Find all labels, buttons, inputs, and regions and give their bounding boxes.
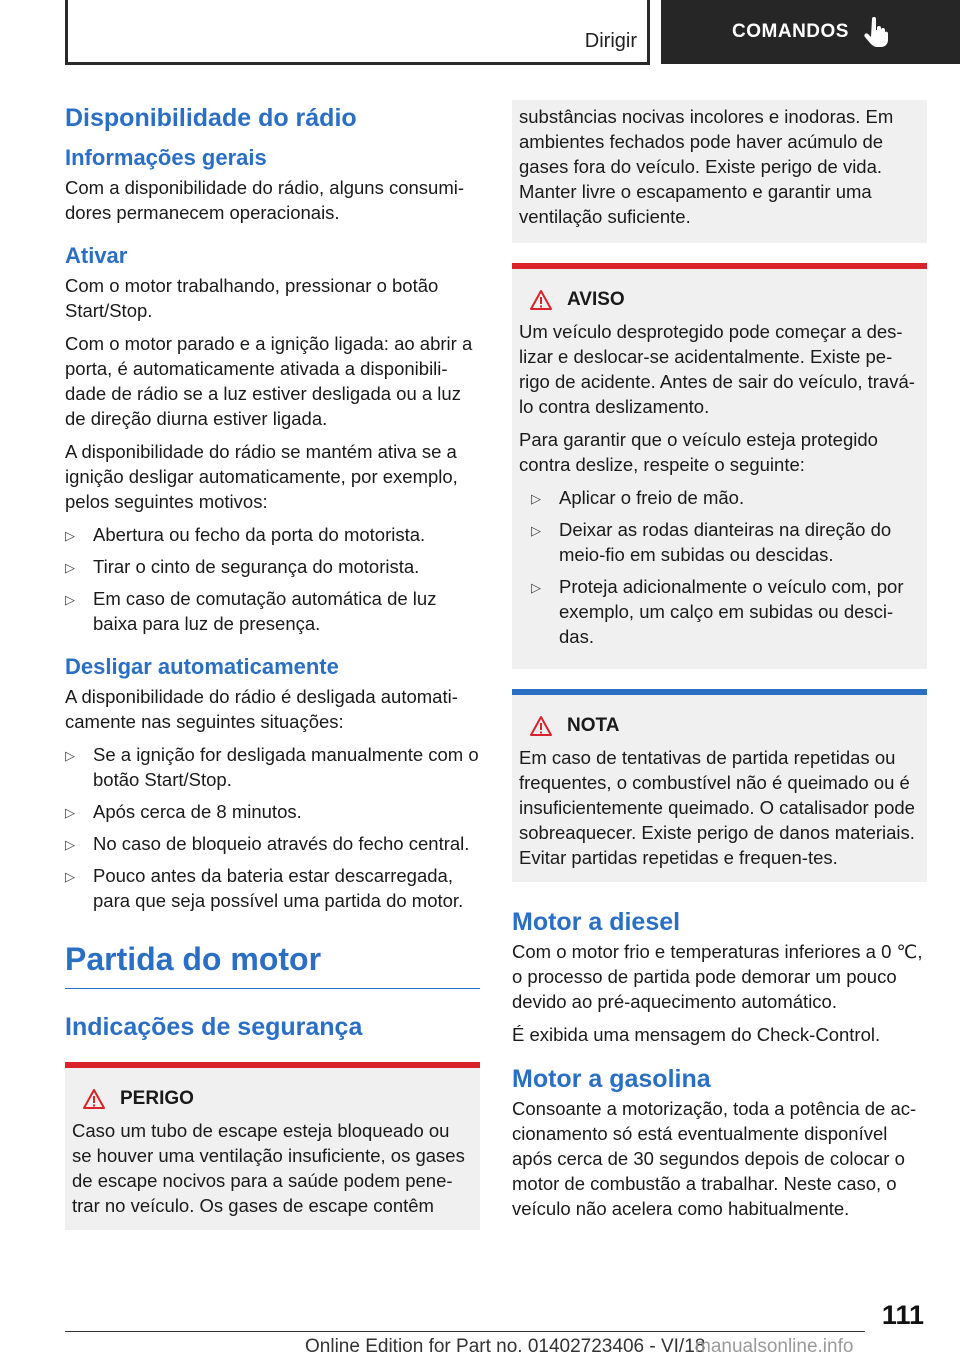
list-item: ▷ No caso de bloqueio através do fecho central.: [65, 831, 480, 856]
list-item: ▷ Aplicar o freio de mão.: [531, 485, 920, 510]
left-column: [65, 100, 480, 1230]
nota-text: Em caso de tentativas de partida repetidas ou frequentes, o combustível não é queimado ou é insuficientemente queimado. O catalisador pode sobreaquecer. Existe perigo de danos materiais. Evitar partidas repetidas e frequen-tes.: [519, 747, 915, 868]
paragraph: Com a disponibilidade do rádio, alguns consumi-dores permanecem operacionais.: [65, 177, 465, 223]
triangle-bullet-icon: ▷: [65, 805, 75, 820]
list-item: ▷ Proteja adicionalmente o veículo com, por exemplo, um calço em subidas ou desci-das.: [531, 576, 904, 647]
header-bottom-rule: [65, 62, 650, 65]
aviso-text: Um veículo desprotegido pode começar a des-lizar e deslocar-se acidentalmente. Existe pe-rigo de acidente. Antes de sair do veículo, travá-lo contra deslizamento.: [519, 321, 915, 417]
paragraph: Consoante a motorização, toda a potência de ac-cionamento só está eventualmente disponível após cerca de 30 segundos depois de colocar o motor de combustão a trabalhar. Neste caso, o veículo não acelera como habitualmente.: [512, 1098, 917, 1219]
nota-box: [512, 689, 927, 882]
subheading-gasoline: Motor a gasolina: [512, 1065, 711, 1093]
warning-triangle-icon: [529, 289, 553, 311]
triangle-bullet-icon: ▷: [65, 748, 75, 763]
footer-watermark: manualsonline.info: [695, 1336, 854, 1357]
aviso-list: [531, 485, 920, 649]
subheading-safety: Indicações de segurança: [65, 1013, 363, 1041]
danger-header: [82, 1088, 473, 1110]
paragraph: A disponibilidade do rádio se mantém ativa se a ignição desligar automaticamente, por exemplo, pelos seguintes motivos:: [65, 441, 458, 512]
list-item: ▷ Pouco antes da bateria estar descarregada, para que seja possível uma partida do motor.: [65, 865, 464, 911]
section-title-radio: Disponibilidade do rádio: [65, 104, 357, 132]
paragraph: Com o motor parado e a ignição ligada: ao abrir a porta, é automaticamente ativada a disponibili-dade de rádio se a luz estiver desligada ou a luz de direção diurna estiver ligada.: [65, 333, 473, 429]
nota-header: [529, 715, 920, 737]
danger-box-continued: [512, 100, 927, 243]
subheading-activate: Ativar: [65, 243, 128, 268]
paragraph: Com o motor trabalhando, pressionar o botão Start/Stop.: [65, 275, 439, 321]
bullet-list-activate: [65, 522, 480, 636]
nota-title: NOTA: [567, 715, 620, 736]
triangle-bullet-icon: ▷: [65, 837, 75, 852]
warning-triangle-icon: [82, 1088, 106, 1110]
danger-box: [65, 1062, 480, 1230]
footer-edition: Online Edition for Part no. 01402723406 - VI/18: [305, 1336, 706, 1357]
paragraph: É exibida uma mensagem do Check-Control.: [512, 1024, 881, 1045]
subheading-general-info: Informações gerais: [65, 145, 267, 170]
list-item: ▷ Abertura ou fecho da porta do motorista.: [65, 522, 480, 547]
list-item: ▷ Se a ignição for desligada manualmente com o botão Start/Stop.: [65, 744, 479, 790]
paragraph: A disponibilidade do rádio é desligada automati-camente nas seguintes situações:: [65, 686, 458, 732]
danger-text: Caso um tubo de escape esteja bloqueado ou se houver uma ventilação insuficiente, os gases de escape nocivos para a saúde podem pene-trar no veículo. Os gases de escape contêm: [72, 1120, 465, 1216]
paragraph: Com o motor frio e temperaturas inferiores a 0 ℃, o processo de partida pode demorar um pouco devido ao pré-aquecimento automático.: [512, 941, 923, 1012]
footer-rule: [65, 1331, 865, 1332]
aviso-header: [529, 289, 920, 311]
header-section-label[interactable]: Dirigir: [584, 30, 637, 52]
right-column: [512, 100, 927, 1229]
subheading-auto-off: Desligar automaticamente: [65, 654, 339, 679]
header-left-rule: [65, 0, 68, 64]
triangle-bullet-icon: ▷: [65, 560, 75, 575]
danger-text-continued: substâncias nocivas incolores e inodoras. Em ambientes fechados pode haver acúmulo de gases fora do veículo. Existe perigo de vida. Manter livre o escapamento e garantir uma ventilação suficiente.: [519, 106, 894, 227]
list-item: ▷ Após cerca de 8 minutos.: [65, 799, 480, 824]
page-number: 111: [881, 1300, 924, 1330]
pointing-hand-icon: [863, 17, 889, 47]
bullet-list-auto-off: [65, 742, 480, 913]
header-chapter-tab[interactable]: [661, 0, 960, 64]
warning-triangle-icon: [529, 715, 553, 737]
header-chapter-label: COMANDOS: [732, 21, 849, 42]
triangle-bullet-icon: ▷: [531, 523, 541, 538]
list-item: ▷ Em caso de comutação automática de luz baixa para luz de presença.: [65, 588, 437, 634]
triangle-bullet-icon: ▷: [65, 592, 75, 607]
danger-title: PERIGO: [120, 1088, 194, 1109]
triangle-bullet-icon: ▷: [65, 869, 75, 884]
triangle-bullet-icon: ▷: [531, 580, 541, 595]
header-separator: [647, 0, 650, 64]
aviso-text: Para garantir que o veículo esteja protegido contra deslize, respeite o seguinte:: [519, 429, 878, 475]
triangle-bullet-icon: ▷: [531, 491, 541, 506]
triangle-bullet-icon: ▷: [65, 528, 75, 543]
chapter-title-engine-start: Partida do motor: [65, 941, 480, 989]
list-item: ▷ Tirar o cinto de segurança do motorista.: [65, 554, 480, 579]
aviso-title: AVISO: [567, 289, 625, 310]
subheading-diesel: Motor a diesel: [512, 908, 681, 936]
list-item: ▷ Deixar as rodas dianteiras na direção do meio-fio em subidas ou descidas.: [531, 519, 892, 565]
aviso-box: [512, 263, 927, 669]
